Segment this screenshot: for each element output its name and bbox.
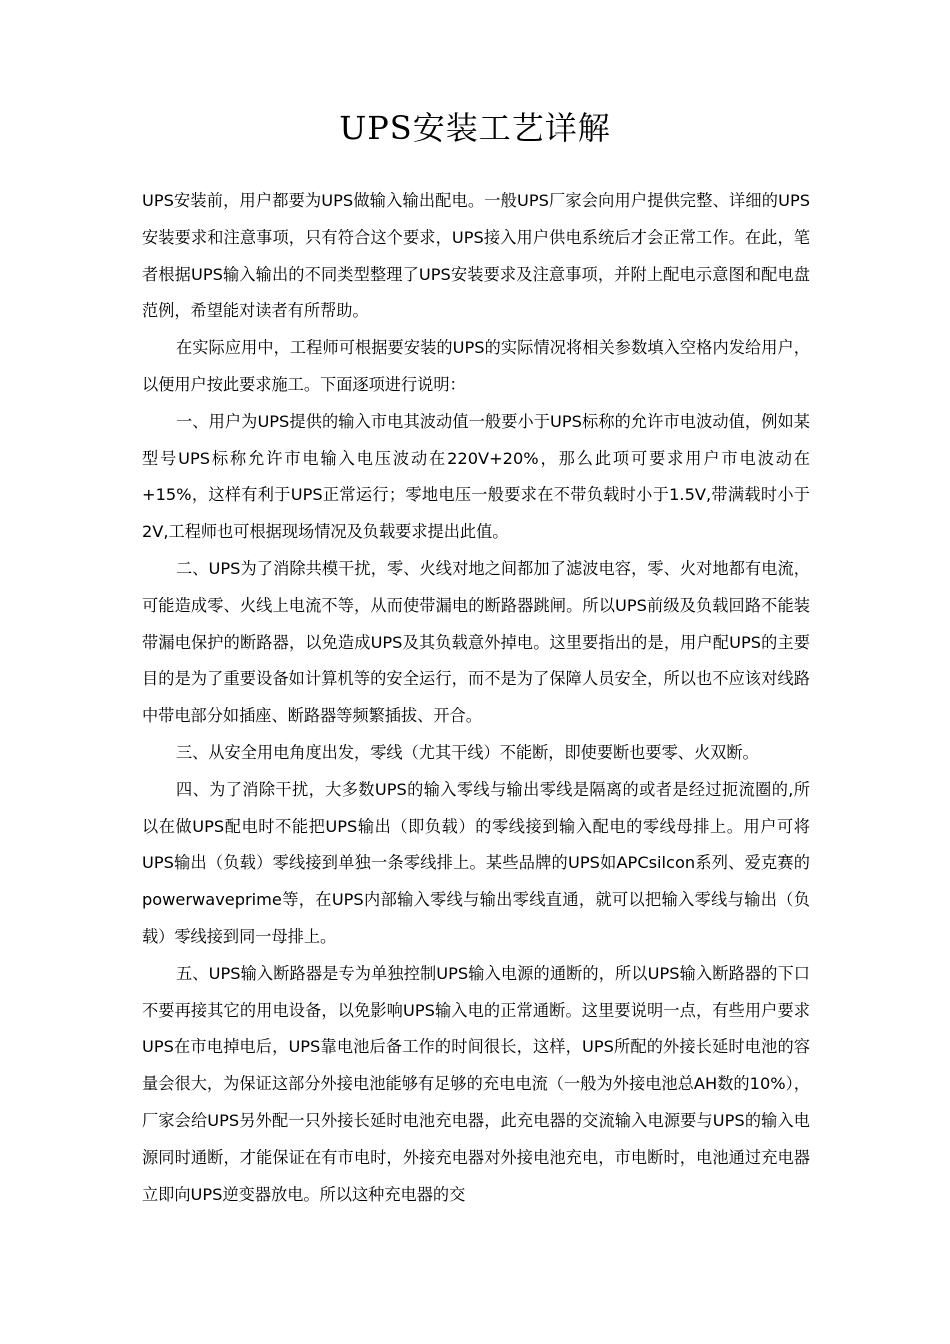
paragraph-item-1: 一、用户为UPS提供的输入市电其波动值一般要小于UPS标称的允许市电波动值，例如某型号UPS标称允许市电输入电压波动在220V+20%，那么此项可要求用户市电波动在+15%，这样有利于UPS正常运行；零地电压一般要求在不带负载时小于1.5V,带满载时小于2V,工程师也可根据现场情况及负载要求提出此值。 bbox=[142, 411, 810, 542]
paragraph-item-5: 五、UPS输入断路器是专为单独控制UPS输入电源的通断的，所以UPS输入断路器的下口不要再接其它的用电设备，以免影响UPS输入电的正常通断。这里要说明一点，有些用户要求UPS在市电掉电后，UPS靠电池后备工作的时间很长，这样，UPS所配的外接长延时电池的容量会很大，为保证这部分外接电池能够有足够的充电电流（一般为外接电池总AH数的10%），厂家会给UPS另外配一只外接长延时电池充电器，此充电器的交流输入电源要与UPS的输入电源同时通断，才能保证在有市电时，外接充电器对外接电池充电，市电断时，电池通过充电器立即向UPS逆变器放电。所以这种充电器的交 bbox=[142, 963, 810, 1204]
document-title: UPS安装工艺详解 bbox=[339, 109, 611, 147]
paragraph-item-3: 三、从安全用电角度出发，零线（尤其干线）不能断，即使要断也要零、火双断。 bbox=[176, 742, 759, 762]
paragraph-item-2: 二、UPS为了消除共模干扰，零、火线对地之间都加了滤波电容，零、火对地都有电流，可能造成零、火线上电流不等，从而使带漏电的断路器跳闸。所以UPS前级及负载回路不能装带漏电保护的断路器，以免造成UPS及其负载意外掉电。这里要指出的是，用户配UPS的主要目的是为了重要设备如计算机等的安全运行，而不是为了保障人员安全，所以也不应该对线路中带电部分如插座、断路器等频繁插拔、开合。 bbox=[142, 558, 810, 726]
paragraph-application: 在实际应用中，工程师可根据要安装的UPS的实际情况将相关参数填入空格内发给用户，以便用户按此要求施工。下面逐项进行说明： bbox=[142, 338, 810, 394]
document-body bbox=[142, 183, 810, 1213]
paragraph-item-4: 四、为了消除干扰，大多数UPS的输入零线与输出零线是隔离的或者是经过扼流圈的,所以在做UPS配电时不能把UPS输出（即负载）的零线接到输入配电的零线母排上。用户可将UPS输出（负载）零线接到单独一条零线排上。某些品牌的UPS如APCsilcon系列、爱克赛的powerwaveprime等，在UPS内部输入零线与输出零线直通，就可以把输入零线与输出（负载）零线接到同一母排上。 bbox=[142, 779, 810, 946]
paragraph-intro: UPS安装前，用户都要为UPS做输入输出配电。一般UPS厂家会向用户提供完整、详细的UPS安装要求和注意事项，只有符合这个要求，UPS接入用户供电系统后才会正常工作。在此，笔者根据UPS输入输出的不同类型整理了UPS安装要求及注意事项，并附上配电示意图和配电盘范例，希望能对读者有所帮助。 bbox=[142, 191, 810, 321]
